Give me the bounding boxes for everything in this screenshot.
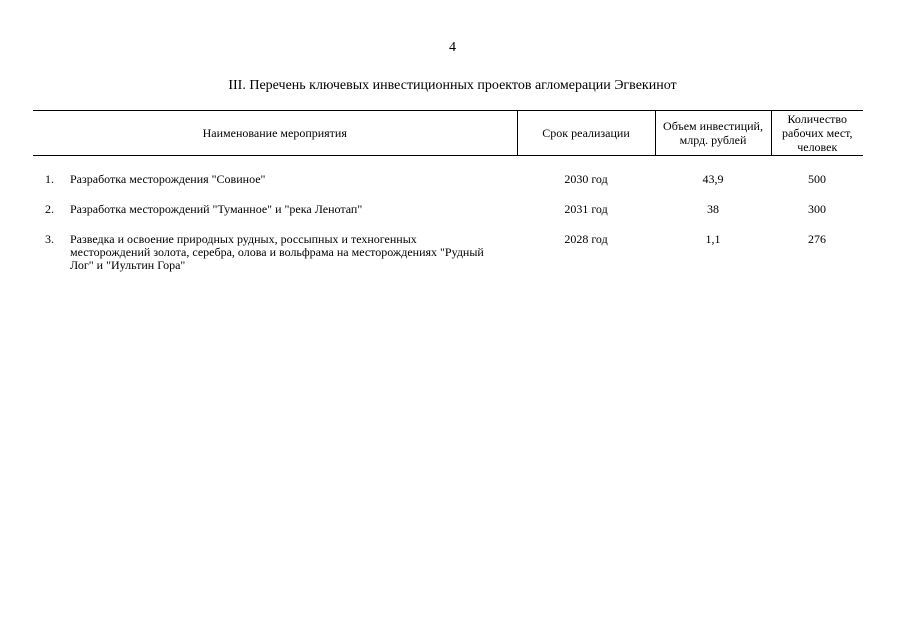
row-investment: 38 <box>707 202 720 216</box>
page-number: 4 <box>449 40 456 55</box>
row-number: 1. <box>45 172 54 186</box>
row-term: 2030 год <box>564 172 608 186</box>
header-investment-line2: млрд. рублей <box>679 133 747 147</box>
row-investment: 1,1 <box>705 232 721 246</box>
header-term: Срок реализации <box>517 111 655 156</box>
row-term: 2031 год <box>564 202 608 216</box>
header-jobs <box>771 111 863 156</box>
row-investment: 43,9 <box>702 172 724 186</box>
table-row <box>33 216 863 272</box>
row-term: 2028 год <box>564 232 608 246</box>
header-jobs-line2: рабочих мест, <box>782 126 853 140</box>
row-jobs: 276 <box>808 232 827 246</box>
header-name: Наименование мероприятия <box>33 111 517 156</box>
table-header-row <box>33 111 863 156</box>
header-jobs-line3: человек <box>797 140 838 154</box>
row-number: 2. <box>45 202 54 216</box>
table-row <box>33 156 863 187</box>
section-title: III. Перечень ключевых инвестиционных проектов агломерации Эгвекинот <box>228 78 677 93</box>
projects-table <box>33 110 863 272</box>
table-row <box>33 186 863 216</box>
row-name: Разработка месторождения "Совиное" <box>70 172 266 186</box>
header-investment <box>655 111 771 156</box>
row-name: Разработка месторождений "Туманное" и "река Ленотап" <box>70 202 363 216</box>
row-jobs: 300 <box>808 202 827 216</box>
header-jobs-line1: Количество <box>787 112 847 126</box>
row-jobs: 500 <box>808 172 827 186</box>
header-investment-line1: Объем инвестиций, <box>663 119 763 133</box>
row-name: Разведка и освоение природных рудных, россыпных и техногенных месторождений золота, серебра, олова и вольфрама на месторождениях "Рудный Лог" и "Иультин Гора" <box>70 232 484 272</box>
row-number: 3. <box>45 232 54 246</box>
